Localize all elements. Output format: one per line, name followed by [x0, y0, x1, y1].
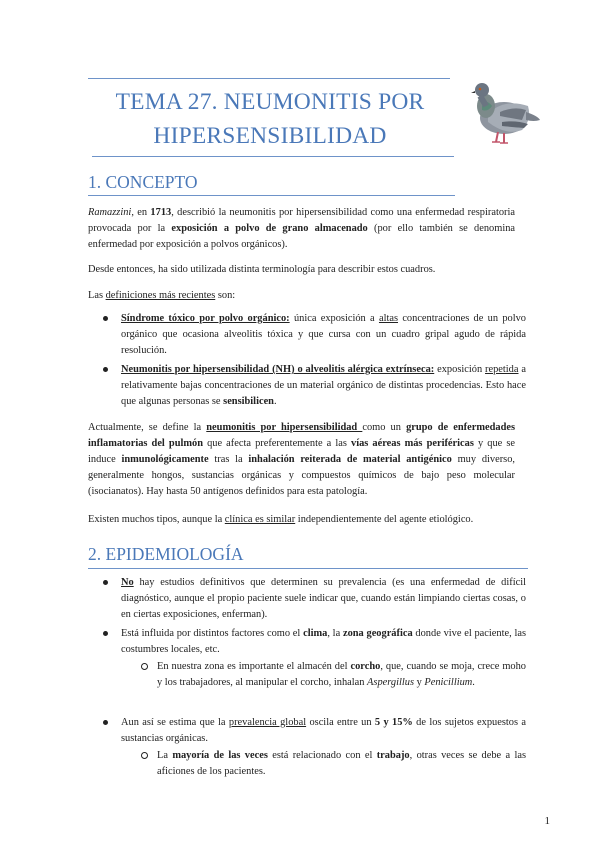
bullet-icon	[103, 720, 108, 725]
sub-list-item-corcho: En nuestra zona es importante el almacén del corcho, que, cuando se moja, crece moho y los trabajadores, al manipular el corcho, inhalan Aspergillus y Penicillium.	[157, 659, 526, 691]
bullet-icon	[103, 580, 108, 585]
paragraph-ramazzini: Ramazzini, en 1713, describió la neumonitis por hipersensibilidad como una enfermedad respiratoria provocada por la exposición a polvo de grano almacenado (por ello también se denomina enfermedad por exposición a polvos orgánicos).	[88, 207, 516, 250]
bullet-icon	[103, 631, 108, 636]
pigeon-icon	[470, 76, 542, 148]
list-item-no-estudios: No hay estudios definitivos que determinen su prevalencia (es una enfermedad de difícil diagnóstico, aunque el propio paciente suele indicar que, cuando están limpiando ciertas cosas, o en ciertas exposiciones, enferman).	[121, 575, 526, 623]
list-item-sindrome-toxico: Síndrome tóxico por polvo orgánico: única exposición a altas concentraciones de un polvo orgánico que ocasiona alveolitis tóxica y que cursa con un cuadro gripal agudo de rápida resolución.	[121, 311, 526, 359]
section-rule-concepto	[88, 195, 455, 196]
list-item-prevalencia: Aun así se estima que la prevalencia global oscila entre un 5 y 15% de los sujetos expuestos a sustancias orgánicas.	[121, 715, 526, 747]
page-title-line-2: HIPERSENSIBILIDAD	[153, 123, 387, 149]
section-heading-epidemiologia: 2. EPIDEMIOLOGÍA	[88, 544, 244, 564]
section-heading-concepto: 1. CONCEPTO	[88, 172, 198, 192]
section-rule-epidemiologia	[88, 568, 528, 569]
bullet-icon	[103, 367, 108, 372]
sub-bullet-icon	[141, 663, 148, 670]
sub-list-item-trabajo: La mayoría de las veces está relacionado con el trabajo, otras veces se debe a las aficiones de los pacientes.	[157, 748, 526, 780]
list-item-factores: Está influida por distintos factores como el clima, la zona geográfica donde vive el paciente, las costumbres locales, etc.	[121, 626, 526, 658]
paragraph-definiciones: Las definiciones más recientes son:	[88, 290, 236, 301]
title-top-rule	[88, 78, 450, 79]
paragraph-terminologia: Desde entonces, ha sido utilizada distinta terminología para describir estos cuadros.	[88, 264, 436, 275]
sub-bullet-icon	[141, 752, 148, 759]
bullet-icon	[103, 316, 108, 321]
list-item-neumonitis-nh: Neumonitis por hipersensibilidad (NH) o alveolitis alérgica extrínseca: exposición repetida a relativamente bajas concentraciones de un material orgánico de distintas procedencias. Esto hace que algunas personas se sensibilicen.	[121, 362, 526, 410]
paragraph-definicion-actual: Actualmente, se define la neumonitis por hipersensibilidad como un grupo de enfermedades inflamatorias del pulmón que afecta preferentemente a las vías aéreas más periféricas y que se induce inmunológicamente tras la inhalación reiterada de material antigénico muy diverso, generalmente hongos, sustancias orgánicas y compuestos químicos de bajo peso molecular (isocianatos). Hay hasta 50 antígenos definidos para esta patología.	[88, 422, 516, 497]
page-title-line-1: TEMA 27. NEUMONITIS POR	[115, 89, 425, 115]
paragraph-tipos: Existen muchos tipos, aunque la clínica es similar independientemente del agente etiológico.	[88, 514, 474, 525]
title-bottom-rule	[92, 156, 454, 157]
page-number: 1	[544, 815, 550, 827]
